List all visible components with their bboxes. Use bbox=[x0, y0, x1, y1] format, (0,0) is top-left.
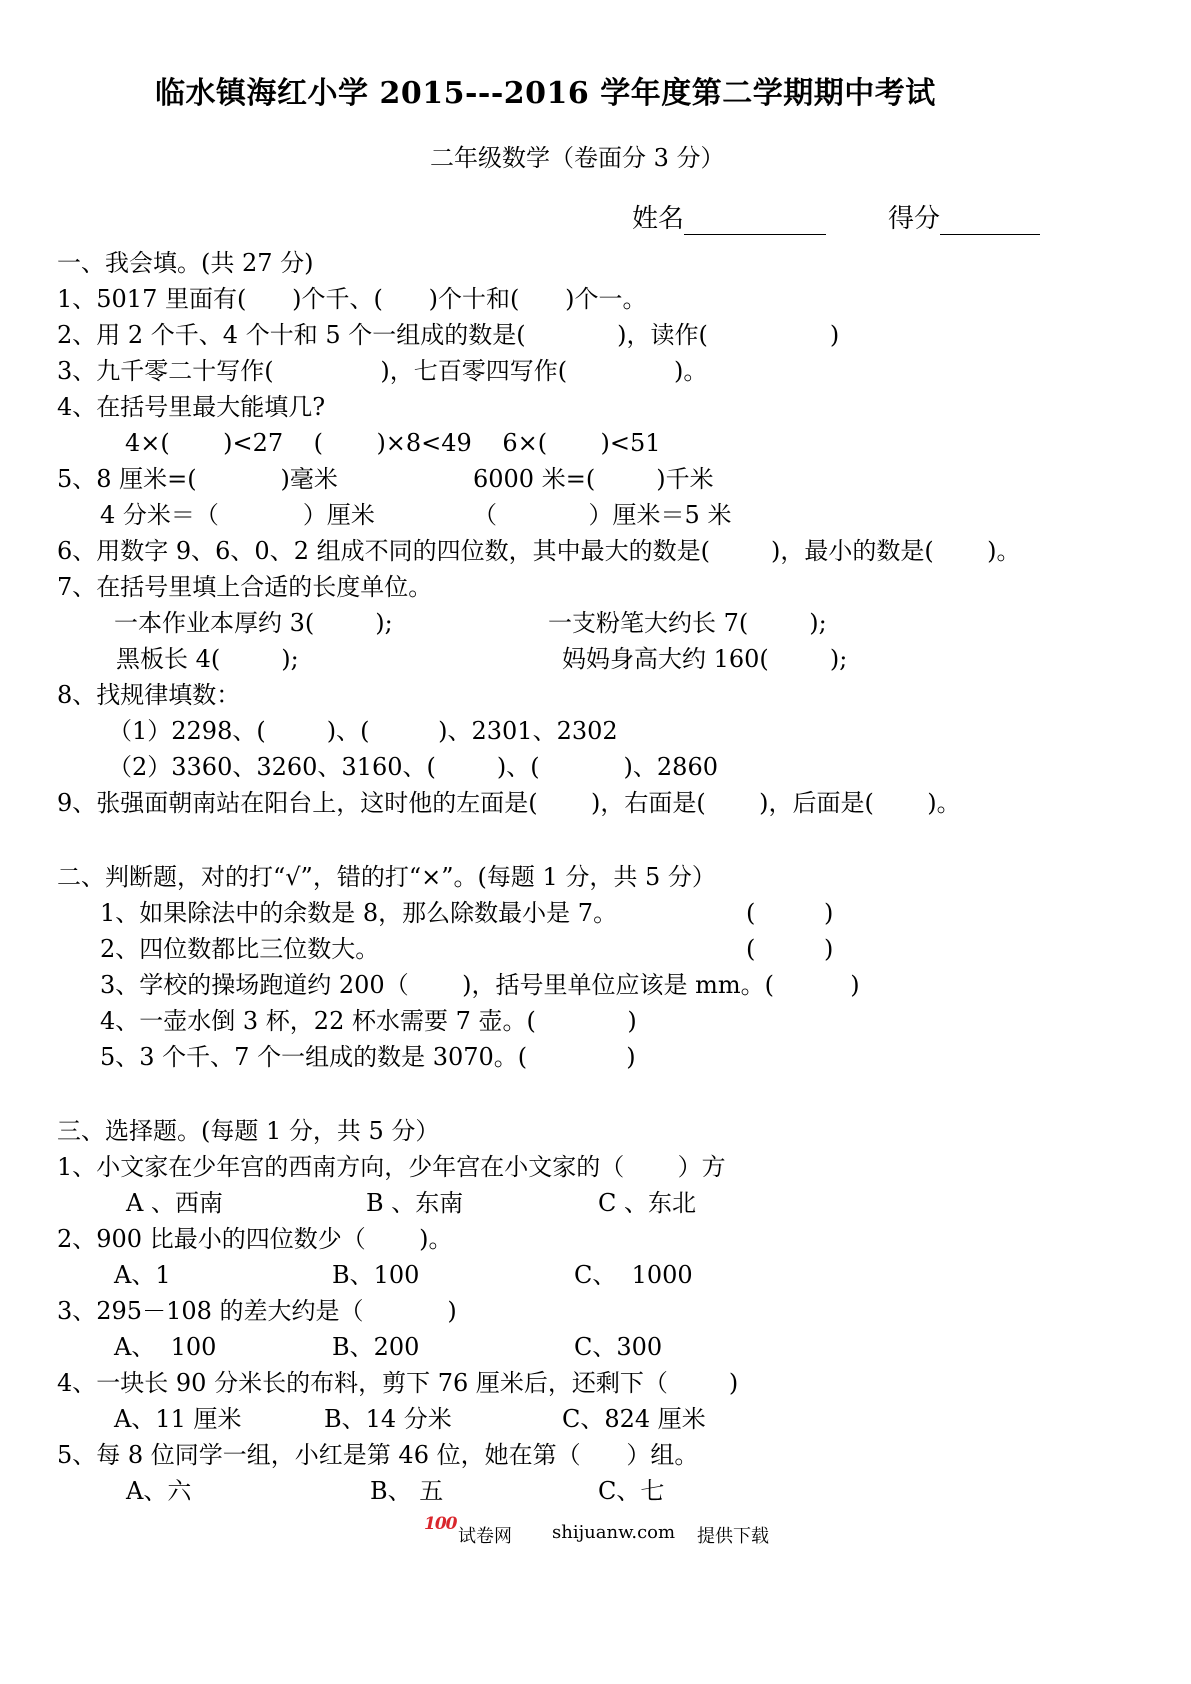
question-line: 5、8 厘米=( )毫米 bbox=[57, 465, 338, 493]
question-line: 4、一块长 90 分米长的布料，剪下 76 厘米后，还剩下（ ) bbox=[57, 1369, 739, 1397]
question-line: 一本作业本厚约 3( ); bbox=[114, 609, 393, 637]
choice-option: B、 五 bbox=[370, 1477, 444, 1505]
name-field bbox=[632, 198, 826, 235]
choice-option: A 、西南 bbox=[126, 1189, 223, 1217]
question-line: 2、用 2 个千、4 个十和 5 个一组成的数是( )，读作( ) bbox=[57, 321, 840, 349]
question-line: 妈妈身高大约 160( ); bbox=[562, 645, 848, 673]
answer-bracket: ( ) bbox=[746, 935, 834, 963]
question-line: 4×( )<27 ( )×8<49 6×( )<51 bbox=[125, 429, 661, 457]
question-line: （ ）厘米＝5 米 bbox=[473, 501, 732, 529]
question-line: 4、在括号里最大能填几? bbox=[57, 393, 326, 421]
question-line: 5、3 个千、7 个一组成的数是 3070。( ) bbox=[100, 1043, 636, 1071]
choice-option: A、11 厘米 bbox=[114, 1405, 242, 1433]
question-line: （1）2298、( )、( )、2301、2302 bbox=[108, 717, 618, 745]
choice-option: A、1 bbox=[114, 1261, 171, 1289]
page-title: 临水镇海红小学 2015---2016 学年度第二学期期中考试 bbox=[155, 76, 936, 111]
question-line: 1、5017 里面有( )个千、( )个十和( )个一。 bbox=[57, 285, 647, 313]
name-label: 姓名 bbox=[632, 204, 685, 234]
choice-option: C、七 bbox=[598, 1477, 665, 1505]
choice-option: B、14 分米 bbox=[324, 1405, 452, 1433]
question-line: 6、用数字 9、6、0、2 组成不同的四位数，其中最大的数是( )，最小的数是( )。 bbox=[57, 537, 1021, 565]
choice-option: C、 1000 bbox=[574, 1261, 693, 1289]
choice-option: C 、东北 bbox=[598, 1189, 696, 1217]
page-subtitle: 二年级数学（卷面分 3 分） bbox=[430, 144, 725, 172]
question-line: 一支粉笔大约长 7( ); bbox=[548, 609, 827, 637]
question-line: 2、900 比最小的四位数少（ )。 bbox=[57, 1225, 453, 1253]
footer-note: 提供下载 bbox=[697, 1526, 769, 1547]
answer-bracket: ( ) bbox=[746, 899, 834, 927]
section2-heading: 二、判断题，对的打“√”，错的打“×”。(每题 1 分，共 5 分） bbox=[57, 863, 716, 891]
question-line: 1、小文家在少年宫的西南方向，少年宫在小文家的（ ）方 bbox=[57, 1153, 726, 1181]
question-line: （2）3360、3260、3160、( )、( )、2860 bbox=[108, 753, 718, 781]
choice-option: C、824 厘米 bbox=[562, 1405, 706, 1433]
choice-option: C、300 bbox=[574, 1333, 663, 1361]
site-logo: 100 bbox=[424, 1514, 457, 1534]
section1-heading: 一、我会填。(共 27 分) bbox=[57, 249, 314, 277]
question-line: 2、四位数都比三位数大。 bbox=[100, 935, 380, 963]
question-line: 4、一壶水倒 3 杯，22 杯水需要 7 壶。( ) bbox=[100, 1007, 637, 1035]
question-line: 3、295－108 的差大约是（ ) bbox=[57, 1297, 457, 1325]
question-line: 黑板长 4( ); bbox=[116, 645, 299, 673]
footer-url[interactable]: shijuanw.com bbox=[552, 1522, 676, 1543]
footer-site-name: 试卷网 bbox=[458, 1526, 512, 1547]
question-line: 1、如果除法中的余数是 8，那么除数最小是 7。 bbox=[100, 899, 618, 927]
score-blank[interactable] bbox=[940, 208, 1040, 235]
question-line: 5、每 8 位同学一组，小红是第 46 位，她在第（ ）组。 bbox=[57, 1441, 699, 1469]
question-line: 8、找规律填数： bbox=[57, 681, 241, 709]
score-field bbox=[888, 198, 1040, 235]
choice-option: B、100 bbox=[332, 1261, 420, 1289]
question-line: 9、张强面朝南站在阳台上，这时他的左面是( )，右面是( )，后面是( )。 bbox=[57, 789, 961, 817]
score-label: 得分 bbox=[888, 204, 941, 234]
question-line: 7、在括号里填上合适的长度单位。 bbox=[57, 573, 433, 601]
question-line: 4 分米＝（ ）厘米 bbox=[100, 501, 375, 529]
choice-option: B、200 bbox=[332, 1333, 420, 1361]
question-line: 3、学校的操场跑道约 200（ )，括号里单位应该是 mm。( ) bbox=[100, 971, 860, 999]
section3-heading: 三、选择题。(每题 1 分，共 5 分） bbox=[57, 1117, 440, 1145]
choice-option: A、六 bbox=[126, 1477, 192, 1505]
name-blank[interactable] bbox=[684, 208, 826, 235]
question-line: 6000 米=( )千米 bbox=[473, 465, 714, 493]
choice-option: A、 100 bbox=[114, 1333, 217, 1361]
question-line: 3、九千零二十写作( )，七百零四写作( )。 bbox=[57, 357, 708, 385]
choice-option: B 、东南 bbox=[366, 1189, 464, 1217]
